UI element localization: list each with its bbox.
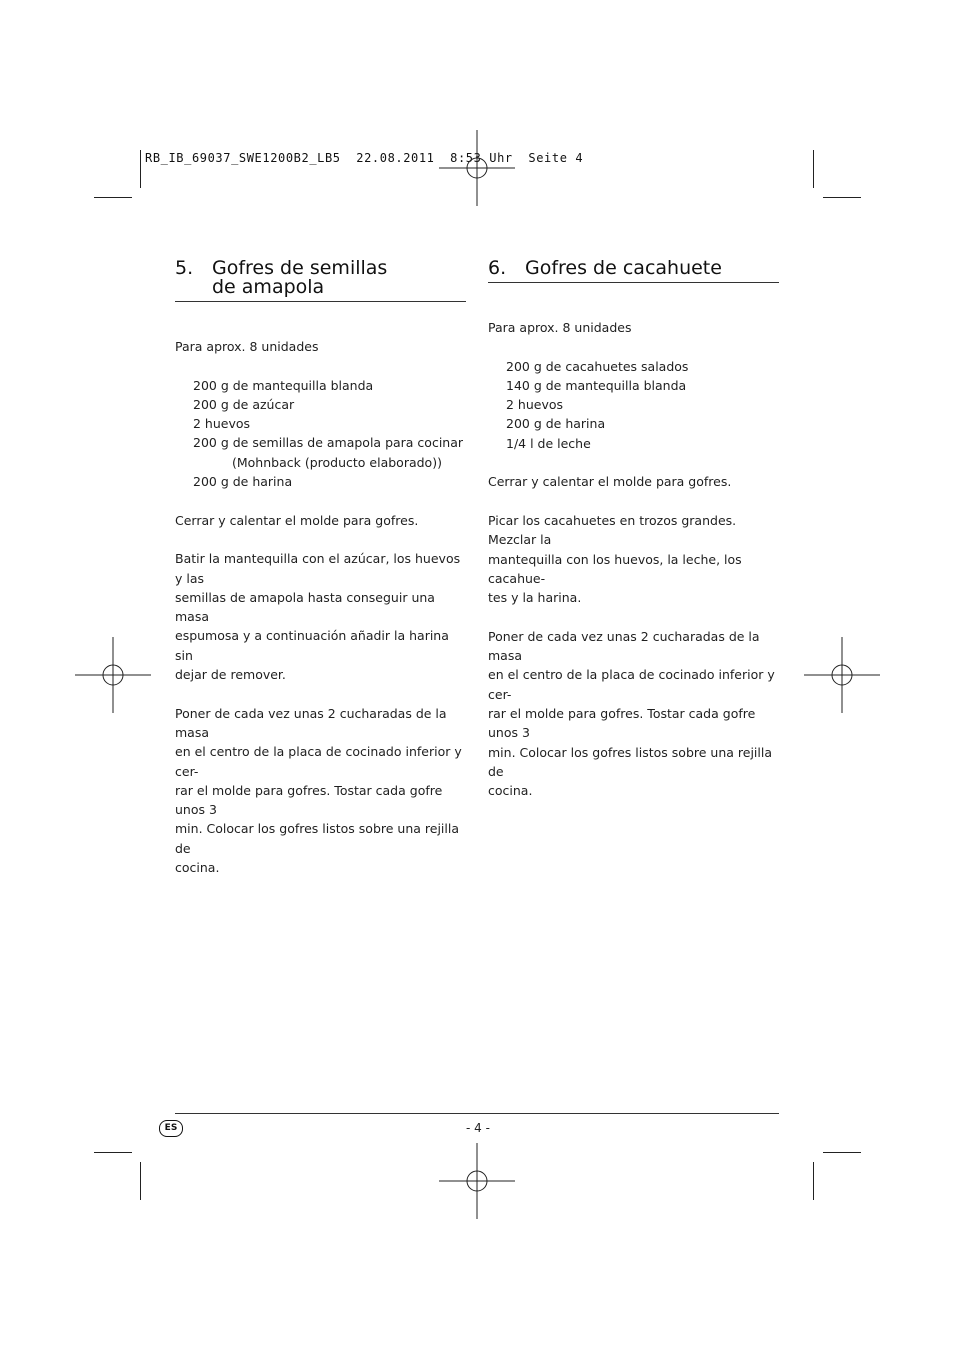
instruction-paragraph: Picar los cacahuetes en trozos grandes. Mezclar la mantequilla con los huevos, la leche, los cacahue- tes y la harina. bbox=[488, 512, 742, 606]
ingredient-item: 200 g de cacahuetes salados bbox=[506, 358, 689, 374]
heading-rule bbox=[175, 301, 466, 302]
recipe-body-left bbox=[175, 337, 470, 877]
page-number: - 4 - bbox=[466, 1121, 490, 1135]
yield-text: Para aprox. 8 unidades bbox=[175, 339, 319, 354]
section-number: 6. bbox=[488, 257, 507, 279]
ingredient-list bbox=[488, 357, 783, 453]
ingredient-item: 200 g de harina bbox=[193, 474, 293, 490]
ingredient-item: 200 g de semillas de amapola para cocinar bbox=[193, 435, 464, 451]
instruction-paragraph: Poner de cada vez unas 2 cucharadas de la masa en el centro de la placa de cocinado inferior y cer- rar el molde para gofres. Tostar cada gofre unos 3 min. Colocar los gofres listos sobre una rejilla de cocina. bbox=[488, 628, 775, 799]
ingredient-item: 200 g de azúcar bbox=[193, 396, 295, 412]
registration-mark-top bbox=[439, 130, 515, 206]
registration-mark-bottom bbox=[439, 1143, 515, 1219]
ingredient-note: (Mohnback (producto elaborado)) bbox=[232, 454, 442, 470]
section-title-line1: Gofres de semillas bbox=[212, 257, 388, 279]
ingredient-item: 2 huevos bbox=[193, 416, 251, 432]
ingredient-item: 1/4 l de leche bbox=[506, 435, 591, 451]
section-title-line1: Gofres de cacahuete bbox=[525, 257, 722, 279]
section-heading-5 bbox=[175, 258, 465, 300]
print-slug: RB_IB_69037_SWE1200B2_LB5 22.08.2011 8:53 Uhr Seite 4 bbox=[145, 151, 584, 165]
instruction-paragraph: Batir la mantequilla con el azúcar, los huevos y las semillas de amapola hasta conseguir una masa espumosa y a continuación añadir la harina sin dejar de remover. bbox=[175, 551, 461, 683]
yield-text: Para aprox. 8 unidades bbox=[488, 320, 632, 335]
ingredient-list bbox=[175, 376, 470, 492]
instruction-paragraph: Cerrar y calentar el molde para gofres. bbox=[175, 512, 419, 528]
recipe-body-right bbox=[488, 318, 783, 800]
ingredient-item: 140 g de mantequilla blanda bbox=[506, 377, 687, 393]
language-badge: ES bbox=[159, 1120, 183, 1137]
instruction-paragraph: Poner de cada vez unas 2 cucharadas de la masa en el centro de la placa de cocinado inferior y cer- rar el molde para gofres. Tostar cada gofre unos 3 min. Colocar los gofres listos sobre una rejilla de cocina. bbox=[175, 705, 462, 876]
section-heading-6 bbox=[488, 258, 778, 280]
heading-rule bbox=[488, 282, 779, 283]
ingredient-item: 200 g de mantequilla blanda bbox=[193, 377, 374, 393]
ingredient-item: 200 g de harina bbox=[506, 416, 606, 432]
section-title-line2: de amapola bbox=[212, 276, 325, 298]
registration-mark-right bbox=[804, 637, 880, 713]
registration-mark-left bbox=[75, 637, 151, 713]
section-number: 5. bbox=[175, 257, 194, 279]
ingredient-item: 2 huevos bbox=[506, 397, 564, 413]
instruction-paragraph: Cerrar y calentar el molde para gofres. bbox=[488, 474, 732, 490]
footer-rule bbox=[175, 1113, 779, 1114]
